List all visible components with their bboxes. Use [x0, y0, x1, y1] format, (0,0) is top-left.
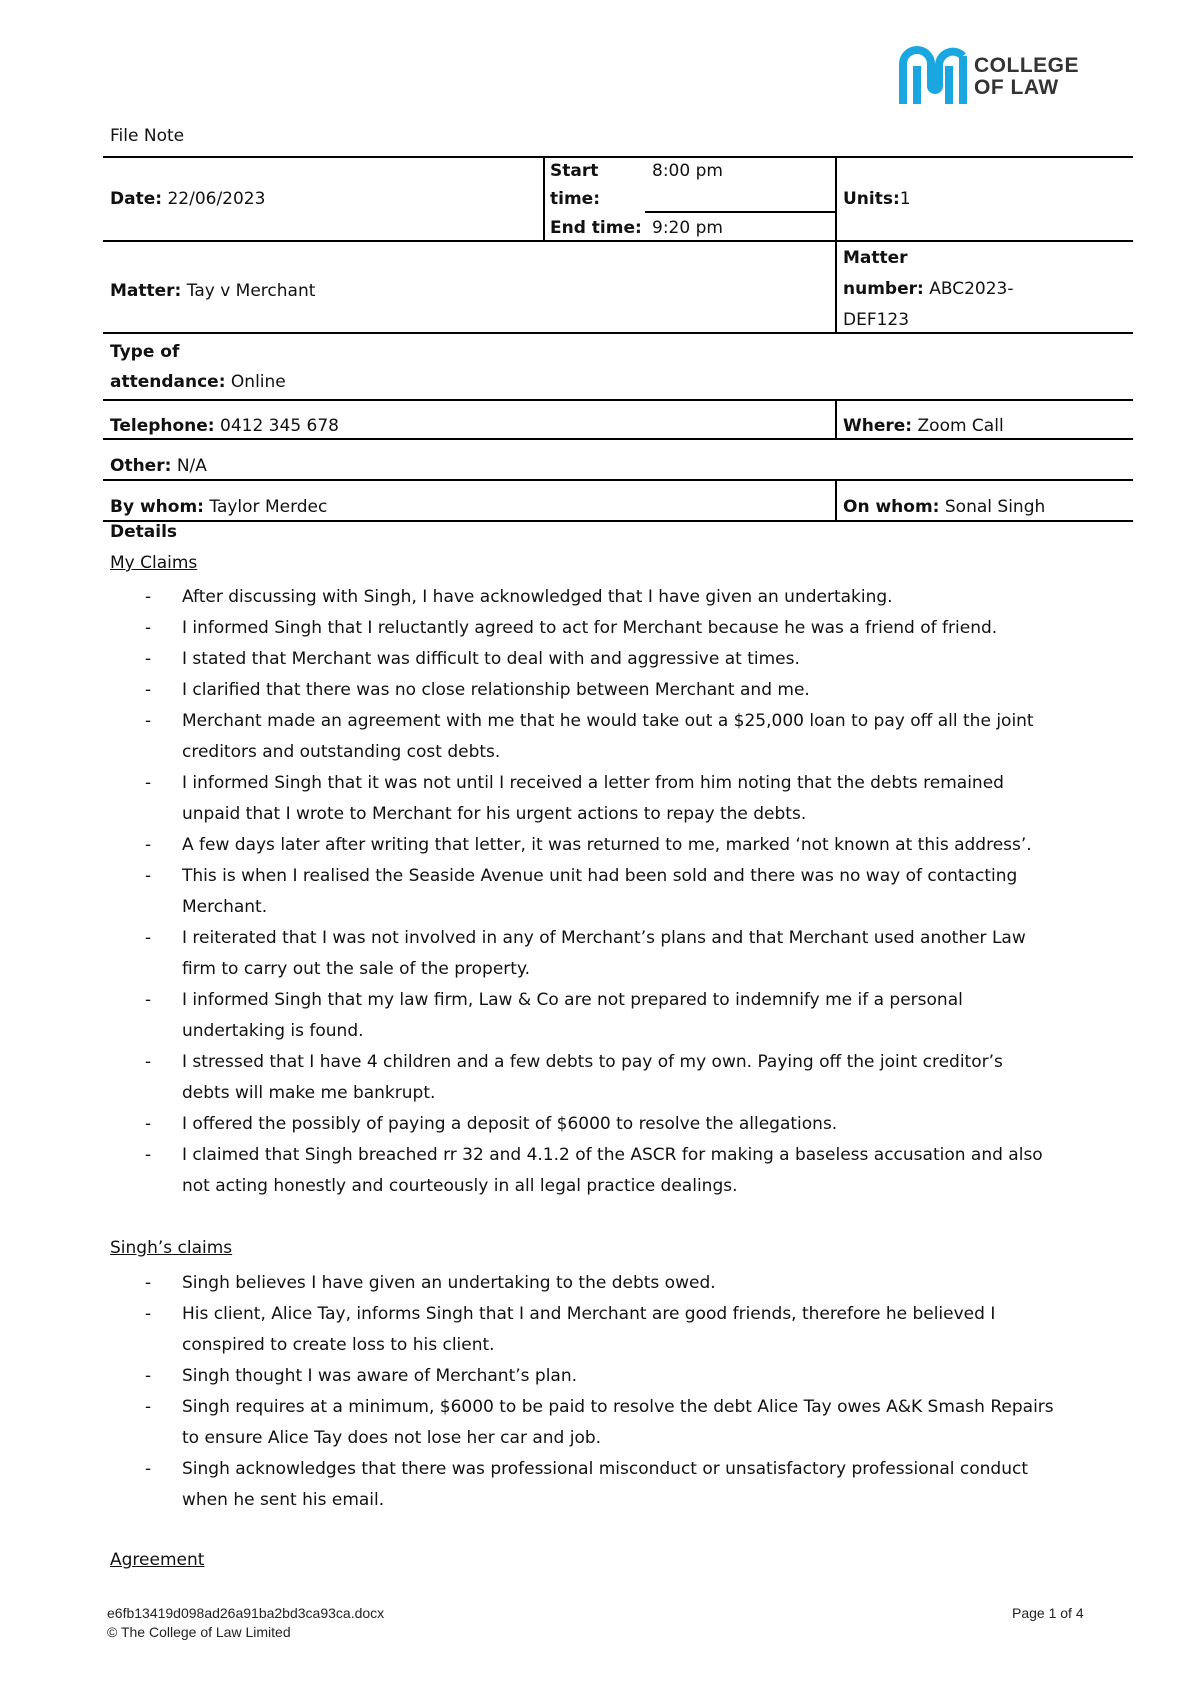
list-item-line: A few days later after writing that letter, it was returned to me, marked ‘not known at this address’. — [182, 835, 1032, 855]
bullet-dash: - — [145, 1273, 152, 1293]
start-label-line1: Start — [550, 161, 599, 181]
bullet-dash: - — [145, 1145, 152, 1165]
other-cell — [110, 452, 207, 480]
other-value: N/A — [176, 456, 207, 476]
table-vline — [835, 156, 837, 240]
date-cell — [110, 185, 265, 213]
list-item — [110, 613, 1110, 644]
start-time-value: 8:00 pm — [652, 161, 723, 181]
list-item — [110, 830, 1110, 861]
list-item-line: Singh acknowledges that there was professional misconduct or unsatisfactory professional conduct — [182, 1459, 1029, 1479]
bullet-dash: - — [145, 835, 152, 855]
list-item — [110, 1109, 1110, 1140]
list-item — [110, 675, 1110, 706]
bullet-dash: - — [145, 866, 152, 886]
by-whom-label: By whom: — [110, 497, 204, 517]
telephone-value: 0412 345 678 — [220, 416, 339, 436]
units-label: Units: — [843, 189, 900, 209]
matter-number-value-1: ABC2023- — [929, 279, 1014, 299]
list-item — [110, 1299, 1110, 1361]
list-item — [110, 1140, 1110, 1202]
on-whom-label: On whom: — [843, 497, 940, 517]
list-item — [110, 923, 1110, 985]
list-item-line: I informed Singh that I reluctantly agreed to act for Merchant because he was a friend of friend. — [182, 618, 998, 638]
by-whom-value: Taylor Merdec — [209, 497, 328, 517]
matter-number-label-2: number: — [843, 279, 924, 299]
list-item-line: debts will make me bankrupt. — [182, 1083, 436, 1103]
bullet-dash: - — [145, 1397, 152, 1417]
time-divider — [645, 211, 835, 213]
list-item-line: I stated that Merchant was difficult to deal with and aggressive at times. — [182, 649, 800, 669]
list-item-line: to ensure Alice Tay does not lose her car and job. — [182, 1428, 602, 1448]
bullet-dash: - — [145, 1366, 152, 1386]
list-item — [110, 985, 1110, 1047]
on-whom-value: Sonal Singh — [944, 497, 1046, 517]
list-item-line: I claimed that Singh breached rr 32 and 4.1.2 of the ASCR for making a baseless accusation and also — [182, 1145, 1043, 1165]
on-whom-cell — [843, 493, 1045, 521]
details-title: Details — [110, 522, 178, 542]
bullet-dash: - — [145, 990, 152, 1010]
table-rule — [103, 156, 1133, 158]
list-item — [110, 1361, 1110, 1392]
bullet-dash: - — [145, 773, 152, 793]
list-item-line: Singh requires at a minimum, $6000 to be paid to resolve the debt Alice Tay owes A&K Smash Repairs — [182, 1397, 1054, 1417]
list-item-line: firm to carry out the sale of the property. — [182, 959, 530, 979]
list-item — [110, 861, 1110, 923]
telephone-label: Telephone: — [110, 416, 215, 436]
where-label: Where: — [843, 416, 913, 436]
bullet-dash: - — [145, 1304, 152, 1324]
list-item-line: when he sent his email. — [182, 1490, 385, 1510]
logo-mark-icon — [897, 42, 967, 112]
footer-page-number: Page 1 of 4 — [1012, 1605, 1084, 1621]
end-time-label — [550, 214, 642, 242]
list-item-line: I informed Singh that my law firm, Law & Co are not prepared to indemnify me if a personal — [182, 990, 963, 1010]
list-item-line: Merchant. — [182, 897, 268, 917]
file-note-title: File Note — [110, 126, 185, 146]
attendance-value: Online — [230, 372, 286, 392]
logo-wordmark — [974, 55, 1079, 99]
list-item-line: I informed Singh that it was not until I received a letter from him noting that the debts remained — [182, 773, 1004, 793]
attendance-label-2: attendance: — [110, 372, 226, 392]
footer-copyright: © The College of Law Limited — [107, 1624, 291, 1640]
logo-line-1: COLLEGE — [974, 54, 1080, 77]
table-vline — [835, 479, 837, 520]
end-time-value: 9:20 pm — [652, 218, 723, 238]
bullet-dash: - — [145, 587, 152, 607]
list-item-line: conspired to create loss to his client. — [182, 1335, 495, 1355]
where-value: Zoom Call — [917, 416, 1004, 436]
list-item-line: I offered the possibly of paying a deposit of $6000 to resolve the allegations. — [182, 1114, 838, 1134]
list-item — [110, 768, 1110, 830]
my-claims-list — [110, 582, 1110, 1202]
list-item-line: After discussing with Singh, I have acknowledged that I have given an undertaking. — [182, 587, 893, 607]
matter-number-value-2: DEF123 — [843, 310, 910, 330]
matter-value: Tay v Merchant — [186, 281, 316, 301]
list-item — [110, 1454, 1110, 1516]
list-item-line: creditors and outstanding cost debts. — [182, 742, 501, 762]
singh-claims-heading: Singh’s claims — [110, 1238, 233, 1258]
by-whom-cell — [110, 493, 327, 521]
start-label-line2: time: — [550, 189, 600, 209]
college-of-law-logo — [897, 42, 1102, 112]
list-item-line: Merchant made an agreement with me that he would take out a $25,000 loan to pay off all the joint — [182, 711, 1034, 731]
bullet-dash: - — [145, 928, 152, 948]
list-item-line: I reiterated that I was not involved in any of Merchant’s plans and that Merchant used another Law — [182, 928, 1026, 948]
list-item-line: This is when I realised the Seaside Avenue unit had been sold and there was no way of contacting — [182, 866, 1018, 886]
list-item-line: unpaid that I wrote to Merchant for his urgent actions to repay the debts. — [182, 804, 807, 824]
table-vline — [543, 156, 545, 240]
units-cell — [843, 185, 911, 213]
date-label: Date: — [110, 189, 163, 209]
list-item — [110, 1047, 1110, 1109]
singh-claims-list — [110, 1268, 1110, 1516]
bullet-dash: - — [145, 618, 152, 638]
list-item-line: Singh thought I was aware of Merchant’s plan. — [182, 1366, 578, 1386]
list-item-line: not acting honestly and courteously in all legal practice dealings. — [182, 1176, 738, 1196]
list-item-line: I stressed that I have 4 children and a few debts to pay of my own. Paying off the joint creditor’s — [182, 1052, 1003, 1072]
list-item-line: undertaking is found. — [182, 1021, 364, 1041]
list-item-line: His client, Alice Tay, informs Singh that I and Merchant are good friends, therefore he believed I — [182, 1304, 996, 1324]
bullet-dash: - — [145, 1114, 152, 1134]
table-vline — [835, 240, 837, 332]
end-label: End time: — [550, 218, 642, 238]
logo-line-2: OF LAW — [974, 76, 1059, 99]
footer-filename: e6fb13419d098ad26a91ba2bd3ca93ca.docx — [107, 1605, 385, 1621]
list-item — [110, 582, 1110, 613]
bullet-dash: - — [145, 1052, 152, 1072]
units-value: 1 — [899, 189, 911, 209]
table-rule — [103, 399, 1133, 401]
matter-number-label-1: Matter — [843, 248, 908, 268]
matter-label: Matter: — [110, 281, 182, 301]
telephone-cell — [110, 412, 339, 440]
other-label: Other: — [110, 456, 172, 476]
agreement-heading: Agreement — [110, 1550, 205, 1570]
list-item-line: I clarified that there was no close relationship between Merchant and me. — [182, 680, 810, 700]
table-vline — [835, 399, 837, 438]
attendance-label-1: Type of — [110, 342, 180, 362]
bullet-dash: - — [145, 680, 152, 700]
list-item — [110, 1392, 1110, 1454]
bullet-dash: - — [145, 649, 152, 669]
attendance-cell — [110, 337, 286, 397]
bullet-dash: - — [145, 711, 152, 731]
table-rule — [103, 479, 1133, 481]
matter-number-cell — [843, 243, 1013, 336]
list-item-line: Singh believes I have given an undertaking to the debts owed. — [182, 1273, 716, 1293]
list-item — [110, 706, 1110, 768]
my-claims-heading: My Claims — [110, 553, 198, 573]
where-cell — [843, 412, 1004, 440]
list-item — [110, 1268, 1110, 1299]
matter-cell — [110, 277, 315, 305]
start-time-label — [550, 157, 600, 213]
list-item — [110, 644, 1110, 675]
date-value: 22/06/2023 — [167, 189, 266, 209]
bullet-dash: - — [145, 1459, 152, 1479]
